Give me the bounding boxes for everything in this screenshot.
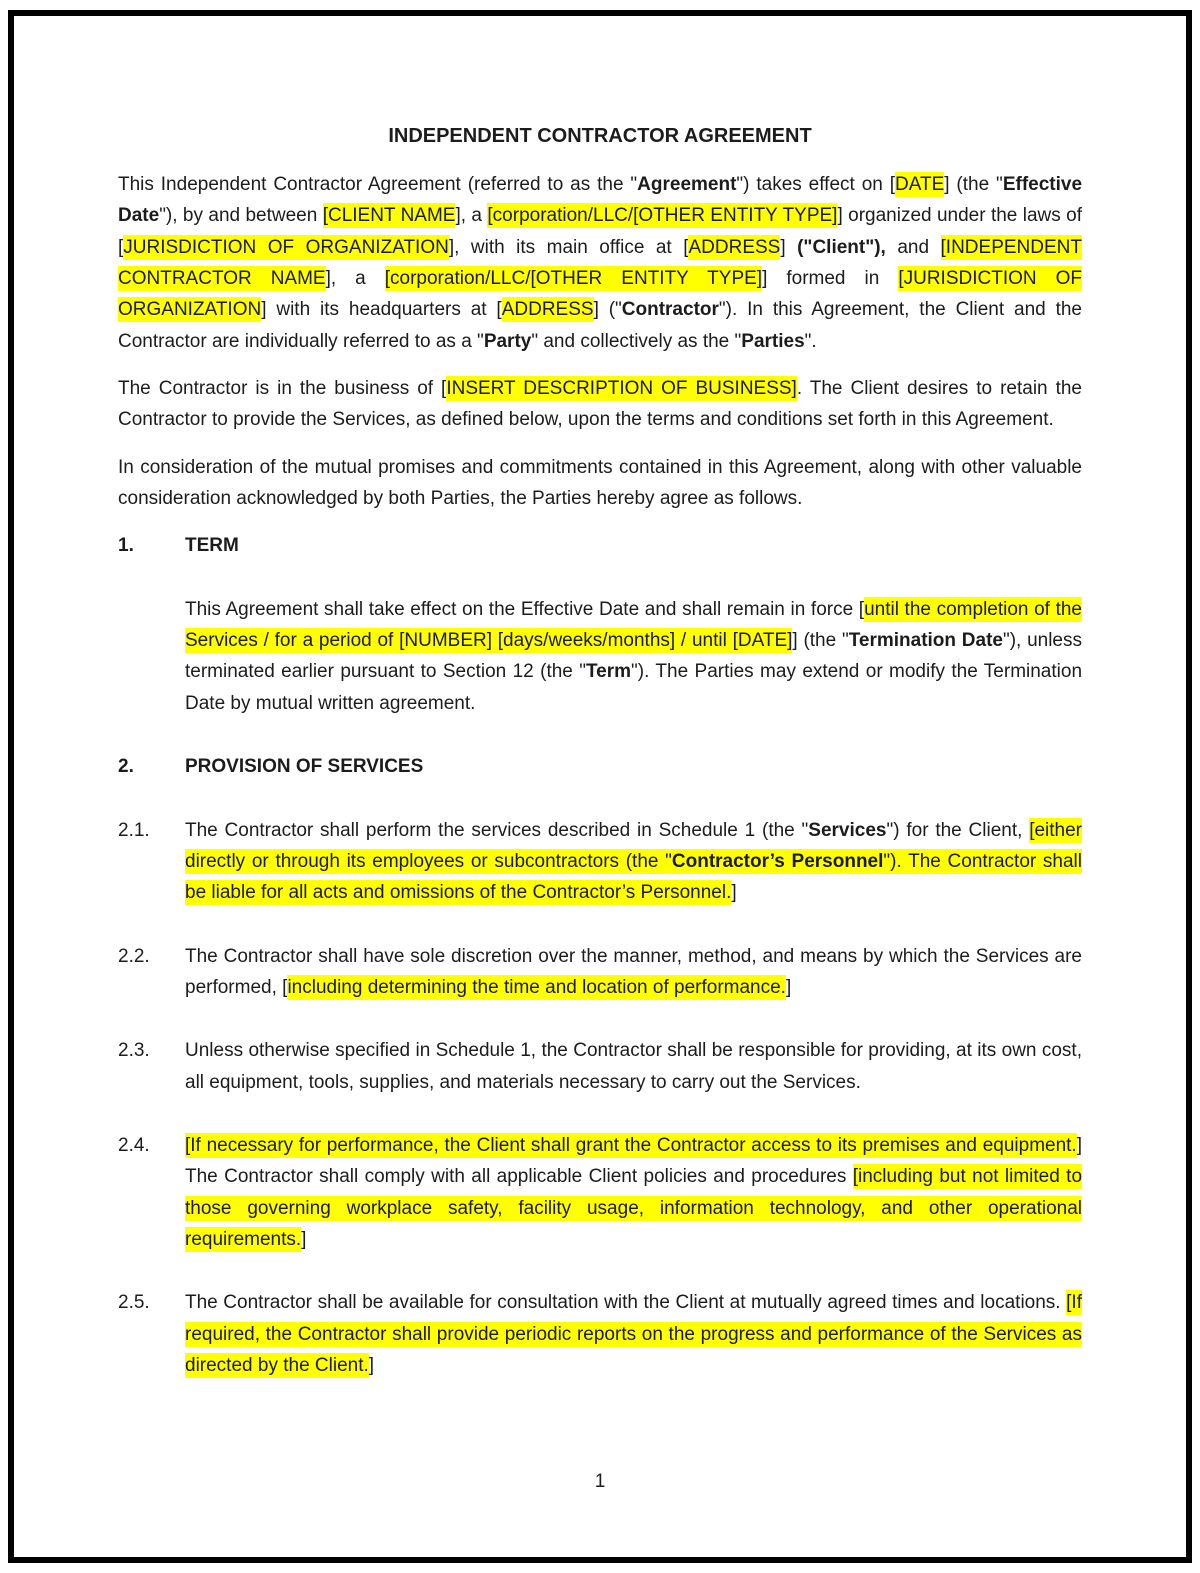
text-run: ] (the " [944,174,1003,195]
text-run: Contractor [621,299,719,321]
text-run: Effective Date [118,174,1083,227]
document-content [118,120,1082,1413]
section-heading-label: TERM [185,535,239,557]
clause-1-body [185,594,1082,719]
clause-number: 2.3. [118,1040,150,1062]
text-run: ] The Contractor shall comply with all applicable Client policies and procedures [185,1134,1082,1188]
section-heading-label: PROVISION OF SERVICES [185,756,424,778]
text-run: "). The Parties may extend or modify the Termination Date by mutual written agreement. [185,661,1083,714]
clause-text [185,1130,1082,1255]
clause-2-4 [118,1130,1082,1255]
text-run: The Contractor shall perform the services described in Schedule 1 (the " [185,819,809,841]
text-run: Agreement [637,174,737,195]
text-run: ] [368,1354,375,1376]
text-run: This Agreement shall take effect on the Effective Date and shall remain in force [ [185,598,865,620]
text-run: ] (the " [792,630,849,652]
section-number: 1. [118,535,134,557]
placeholder-highlight: [corporation/LLC/[OTHER ENTITY TYPE] [384,268,763,290]
section-number: 2. [118,756,134,778]
clause-number: 2.1. [118,819,150,841]
text-run: ") for the Client, [886,819,1030,841]
placeholder-highlight: [JURISDICTION OF ORGANIZATION [118,268,1082,321]
text-run: " and collectively as the " [531,330,742,352]
text-run: ], a [325,268,385,290]
clause-number: 2.4. [118,1134,150,1156]
text-run: ] organized under the laws of [ [118,205,1082,258]
text-run: Termination Date [848,630,1003,652]
page-number: 1 [594,1471,606,1492]
placeholder-highlight: [If necessary for performance, the Client shall grant the Contractor access to its premises and equipment. [185,1134,1077,1156]
text-run: ") takes effect on [ [736,174,895,195]
placeholder-highlight: Contractor’s Personnel [671,850,884,872]
placeholder-highlight: DATE [895,174,945,195]
business-paragraph [118,373,1082,436]
text-run: "). In this Agreement, the Client and the Contractor are individually referred to as a " [118,299,1082,352]
placeholder-highlight: [corporation/LLC/[OTHER ENTITY TYPE] [487,205,838,227]
text-run: The Contractor shall have sole discretion over the manner, method, and means by which the Services are performed, [ [185,945,1082,998]
clause-number: 2.2. [118,945,150,967]
text-run: Unless otherwise specified in Schedule 1, the Contractor shall be responsible for providing, at its own cost, all equipment, tools, supplies, and materials necessary to carry out the Services. [185,1040,1082,1093]
placeholder-highlight: ADDRESS [501,299,594,321]
text-run: "), unless terminated earlier pursuant to Section 12 (the " [185,630,1083,683]
text-run: The Contractor shall be available for consultation with the Client at mutually agreed times and locations. [185,1292,1067,1314]
placeholder-highlight: until the completion of the Services / for a period of [NUMBER] [days/weeks/months] / until [DATE] [185,598,1083,652]
text-run: ". [804,330,817,352]
clause-2-3 [118,1035,1082,1098]
placeholder-highlight: ADDRESS [688,236,781,258]
placeholder-highlight: [including but not limited to those governing workplace safety, facility usage, information technology, and other operational requirements. [185,1166,1083,1250]
text-run: . The Client desires to retain the Contractor to provide the Services, as defined below, upon the terms and conditions set forth in this Agreement. [118,378,1082,431]
clause-text [185,941,1082,1004]
intro-paragraph [118,169,1082,357]
text-run: Party [483,330,532,352]
placeholder-highlight: [If required, the Contractor shall provide periodic reports on the progress and performance of the Services as directed by the Client. [185,1292,1082,1376]
placeholder-highlight: [INDEPENDENT CONTRACTOR NAME [118,236,1082,290]
clause-text [185,1035,1082,1098]
placeholder-highlight: JURISDICTION OF ORGANIZATION [123,236,449,258]
section-1-heading [118,530,1082,561]
text-run: and [885,236,941,258]
text-run: Services [808,819,887,841]
page-border [8,10,1192,1563]
document-title: INDEPENDENT CONTRACTOR AGREEMENT [388,125,812,147]
text-run: ], a [455,205,488,227]
text-run: ] formed in [762,268,899,290]
text-run: ] [785,976,792,998]
placeholder-highlight: INSERT DESCRIPTION OF BUSINESS] [446,378,797,400]
placeholder-highlight: [either directly or through its employees or subcontractors (the " [185,819,1082,872]
placeholder-highlight: including determining the time and location of performance. [287,976,786,998]
clause-text [185,815,1082,909]
clause-2-2 [118,941,1082,1004]
clause-text [185,1287,1082,1381]
text-run: ] (" [593,299,622,321]
text-run: The Contractor is in the business of [ [118,378,447,400]
clause-number: 2.5. [118,1292,150,1314]
text-run: Parties [741,330,805,352]
placeholder-highlight: "). The Contractor shall be liable for all acts and omissions of the Contractor’s Personnel. [185,850,1082,904]
text-run: This Independent Contractor Agreement (referred to as the " [118,174,638,195]
clause-2-1 [118,815,1082,909]
text-run: ] with its headquarters at [ [261,299,502,321]
section-2-heading [118,751,1082,782]
consideration-paragraph [118,452,1082,515]
text-run: In consideration of the mutual promises and commitments contained in this Agreement, along with other valuable consideration acknowledged by both Parties, the Parties hereby agree as follows. [118,456,1082,510]
text-run: ], with its main office at [ [448,236,689,258]
text-run: ] [731,882,737,904]
text-run: "), by and between [159,205,323,227]
text-run: ] [780,236,798,258]
text-run: ] [301,1228,307,1250]
text-run: ("Client"), [797,236,886,258]
clause-2-5 [118,1287,1082,1381]
text-run: Term [585,661,632,683]
placeholder-highlight: [CLIENT NAME [322,205,456,227]
